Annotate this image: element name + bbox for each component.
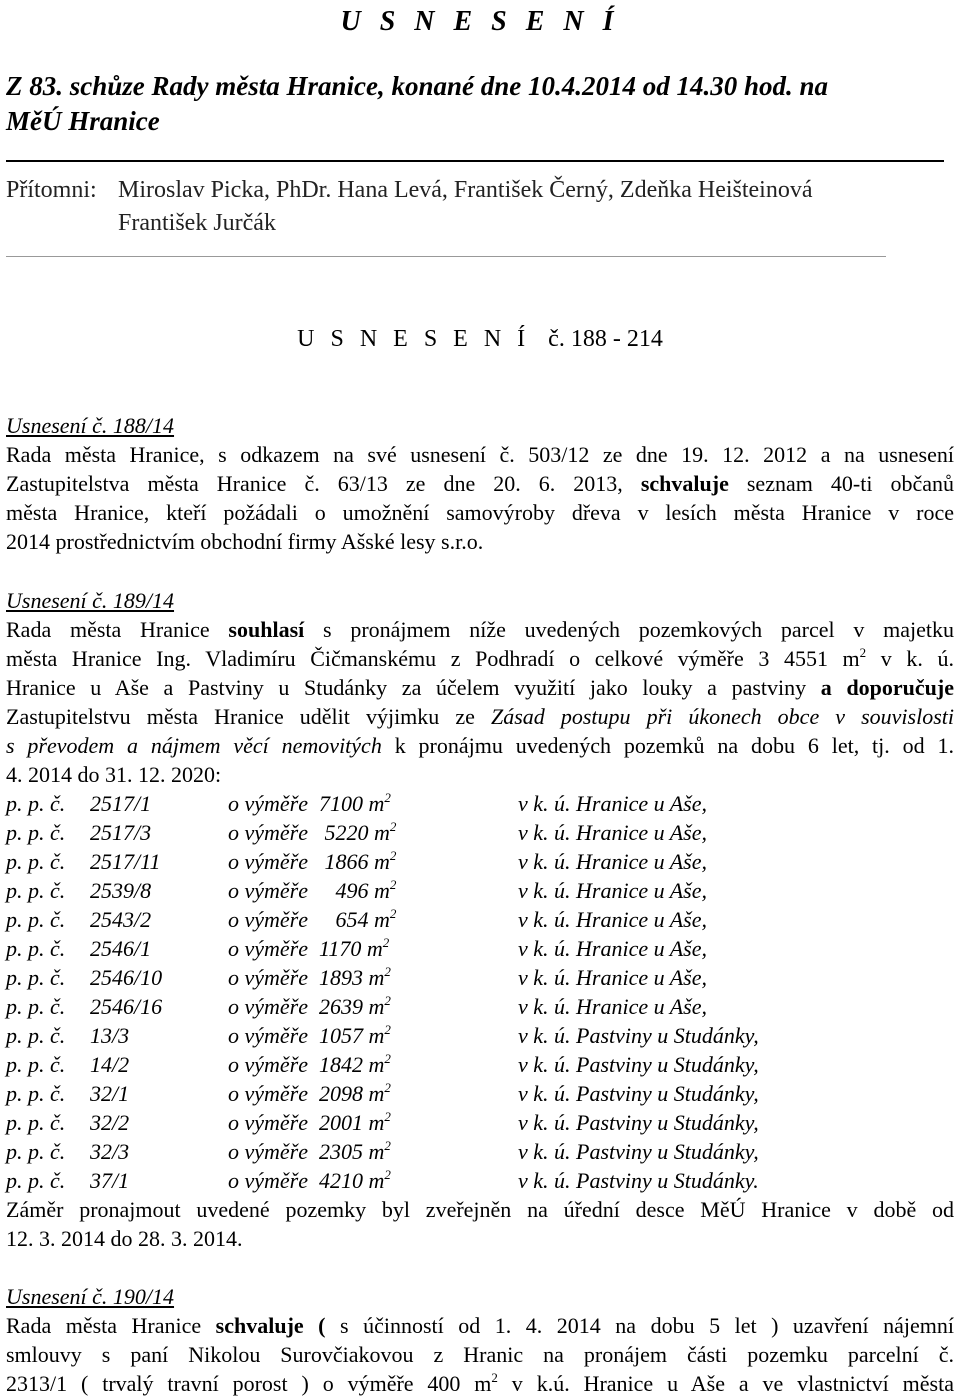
parcel-area: o výměře 2305 $m^2$ [228, 1138, 391, 1164]
parcel-cadastral-area: v k. ú. Hranice u Aše, [518, 849, 707, 874]
resolution-189-heading: Usnesení č. 189/14 [6, 588, 175, 613]
parcel-row [6, 1108, 954, 1137]
resolution-189-closing: Záměr pronajmout uvedené pozemky byl zveřejněn na úřední desce MěÚ Hranice v době od [6, 1197, 954, 1222]
resolution-188-line: Zastupitelstva města Hranice č. 63/13 ze dne 20. 6. 2013, schvaluje seznam 40-ti občanů [6, 471, 954, 496]
parcel-row [6, 847, 954, 876]
document-title: U S N E S E N Í [340, 6, 620, 37]
parcel-cadastral-area: v k. ú. Pastviny u Studánky, [518, 1023, 759, 1048]
resolution-188 [6, 411, 954, 556]
parcel-number: 2539/8 [90, 878, 152, 903]
parcel-prefix: p. p. č. [6, 849, 66, 874]
parcel-number: 2546/1 [90, 936, 152, 961]
parcel-number: 32/3 [90, 1139, 130, 1164]
parcel-prefix: p. p. č. [6, 907, 66, 932]
parcel-area: o výměře 2001 $m^2$ [228, 1109, 391, 1135]
parcel-area: o výměře 654 $m^2$ [228, 906, 397, 932]
parcel-area: o výměře 7100 $m^2$ [228, 790, 391, 816]
resolution-189-line: Rada města Hranice souhlasí s pronájmem níže uvedených pozemkových parcel v majetku [6, 617, 955, 642]
parcel-row [6, 963, 954, 992]
parcel-area: o výměře 2098 $m^2$ [228, 1080, 391, 1106]
parcel-prefix: p. p. č. [6, 1139, 66, 1164]
parcel-table [6, 789, 954, 1195]
parcel-prefix: p. p. č. [6, 965, 66, 990]
parcel-cadastral-area: v k. ú. Hranice u Aše, [518, 907, 707, 932]
parcel-row [6, 1137, 954, 1166]
parcel-area: o výměře 5220 $m^2$ [228, 819, 397, 845]
resolutions-range: č. 188 - 214 [548, 326, 663, 352]
parcel-number: 32/1 [90, 1081, 130, 1106]
meeting-title [6, 69, 946, 139]
parcel-number: 2546/10 [90, 965, 163, 990]
resolution-189 [6, 586, 954, 1253]
title-divider [6, 160, 944, 162]
parcel-row [6, 1079, 954, 1108]
resolution-189-line: 4. 2014 do 31. 12. 2020: [6, 762, 222, 787]
resolution-188-line: 2014 prostřednictvím obchodní firmy Ašské lesy s.r.o. [6, 529, 484, 554]
parcel-prefix: p. p. č. [6, 994, 66, 1019]
parcel-area: o výměře 1893 $m^2$ [228, 964, 391, 990]
meeting-title-line-1: Z 83. schůze Rady města Hranice, konané dne 10.4.2014 od 14.30 hod. na [6, 71, 829, 101]
parcel-prefix: p. p. č. [6, 1168, 66, 1193]
resolution-188-heading: Usnesení č. 188/14 [6, 413, 175, 438]
parcel-area: o výměře 1866 $m^2$ [228, 848, 397, 874]
resolutions-word: U S N E S E N Í [297, 326, 531, 352]
parcel-area: o výměře 1057 $m^2$ [228, 1022, 391, 1048]
meeting-title-line-2: MěÚ Hranice [6, 106, 160, 136]
parcel-prefix: p. p. č. [6, 936, 66, 961]
parcel-row [6, 1166, 954, 1195]
parcel-number: 32/2 [90, 1110, 130, 1135]
parcel-cadastral-area: v k. ú. Hranice u Aše, [518, 820, 707, 845]
parcel-cadastral-area: v k. ú. Hranice u Aše, [518, 994, 707, 1019]
parcel-row [6, 1021, 954, 1050]
attendees-names-1: Miroslav Picka, PhDr. Hana Levá, František Černý, Zdeňka Heišteinová [118, 177, 813, 203]
parcel-number: 37/1 [90, 1168, 130, 1193]
parcel-prefix: p. p. č. [6, 1081, 66, 1106]
parcel-prefix: p. p. č. [6, 1023, 66, 1048]
parcel-cadastral-area: v k. ú. Hranice u Aše, [518, 936, 707, 961]
parcel-cadastral-area: v k. ú. Pastviny u Studánky. [518, 1168, 759, 1193]
parcel-cadastral-area: v k. ú. Pastviny u Studánky, [518, 1052, 759, 1077]
resolution-190-line: 2313/1 ( trvalý travní porost ) o výměře 400 $m^2$ v k.ú. Hranice u Aše a ve vlastnictví města [6, 1370, 954, 1396]
parcel-area: o výměře 2639 $m^2$ [228, 993, 391, 1019]
resolution-189-line: s převodem a nájmem věcí nemovitých k pronájmu uvedených pozemků na dobu 6 let, tj. od 1. [6, 733, 954, 758]
parcel-number: 2517/1 [90, 791, 152, 816]
parcel-area: o výměře 496 $m^2$ [228, 877, 397, 903]
parcel-cadastral-area: v k. ú. Hranice u Aše, [518, 965, 707, 990]
resolutions-range-heading [0, 326, 960, 353]
parcel-number: 2546/16 [90, 994, 163, 1019]
attendees-divider [6, 256, 886, 257]
resolution-188-verb: schvaluje [640, 471, 729, 496]
resolution-189-verb-2: a doporučuje [820, 675, 955, 700]
parcel-row [6, 1050, 954, 1079]
parcel-row [6, 934, 954, 963]
parcel-prefix: p. p. č. [6, 820, 66, 845]
parcel-number: 2517/3 [90, 820, 152, 845]
parcel-row [6, 818, 954, 847]
parcel-number: 14/2 [90, 1052, 130, 1077]
resolution-189-line: města Hranice Ing. Vladimíru Čičmanskému z Podhradí o celkové výměře 3 4551 $m^2$ v k. ú. [6, 645, 954, 671]
parcel-area: o výměře 1170 $m^2$ [228, 935, 390, 961]
parcel-area: o výměře 4210 $m^2$ [228, 1167, 391, 1193]
parcel-cadastral-area: v k. ú. Hranice u Aše, [518, 791, 707, 816]
resolution-190-heading: Usnesení č. 190/14 [6, 1284, 175, 1309]
resolution-189-verb: souhlasí [228, 617, 305, 642]
resolution-190-line: smlouvy s paní Nikolou Surovčiakovou z Hranic na pronájem části pozemku parcelní č. [6, 1342, 954, 1367]
parcel-prefix: p. p. č. [6, 878, 66, 903]
parcel-cadastral-area: v k. ú. Pastviny u Studánky, [518, 1081, 759, 1106]
parcel-number: 2543/2 [90, 907, 152, 932]
attendees-label: Přítomni: [6, 177, 97, 203]
parcel-row [6, 876, 954, 905]
parcel-row [6, 789, 954, 818]
resolution-189-line: Hranice u Aše a Pastviny u Studánky za účelem využití jako louky a pastviny a doporučuje [6, 675, 955, 700]
parcel-prefix: p. p. č. [6, 1052, 66, 1077]
parcel-cadastral-area: v k. ú. Hranice u Aše, [518, 878, 707, 903]
resolution-188-line: Rada města Hranice, s odkazem na své usnesení č. 503/12 ze dne 19. 12. 2012 a na usnesení [6, 442, 954, 467]
resolution-190 [6, 1282, 954, 1398]
parcel-area: o výměře 1842 $m^2$ [228, 1051, 391, 1077]
attendees-names-2: František Jurčák [118, 210, 276, 236]
resolution-188-line: města Hranice, kteří požádali o umožnění samovýroby dřeva v lesích města Hranice v roce [6, 500, 954, 525]
parcel-row [6, 905, 954, 934]
parcel-number: 13/3 [90, 1023, 130, 1048]
attendees-section [6, 174, 946, 240]
resolution-190-line: Rada města Hranice schvaluje ( s účinností od 1. 4. 2014 na dobu 5 let ) uzavření nájemní [6, 1313, 955, 1338]
parcel-number: 2517/11 [90, 849, 161, 874]
parcel-prefix: p. p. č. [6, 791, 66, 816]
resolution-190-verb: schvaluje ( [215, 1313, 326, 1338]
parcel-prefix: p. p. č. [6, 1110, 66, 1135]
resolution-189-closing: 12. 3. 2014 do 28. 3. 2014. [6, 1226, 243, 1251]
parcel-cadastral-area: v k. ú. Pastviny u Studánky, [518, 1110, 759, 1135]
parcel-cadastral-area: v k. ú. Pastviny u Studánky, [518, 1139, 759, 1164]
parcel-row [6, 992, 954, 1021]
resolution-189-line: Zastupitelstvu města Hranice udělit výjimku ze Zásad postupu při úkonech obce v souvislosti [6, 704, 954, 729]
